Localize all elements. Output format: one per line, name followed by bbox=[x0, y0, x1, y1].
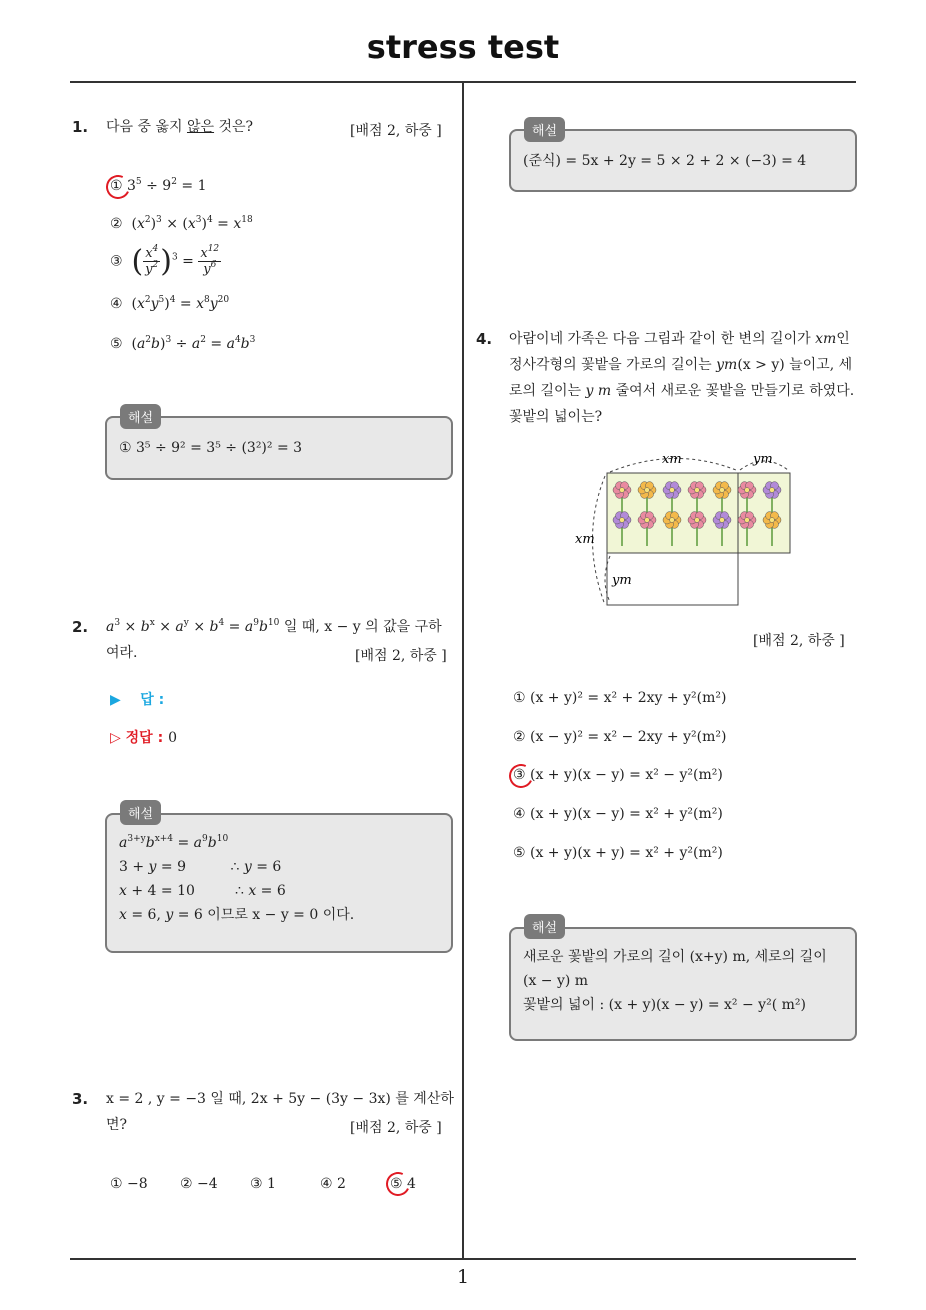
q3-text: x = 2 , y = −3 일 때, 2x + 5y − (3y − 3x) 를 계산하면? bbox=[106, 1091, 454, 1133]
q4-option-1[interactable]: ① (x + y)² = x² + 2xy + y²(m²) bbox=[513, 690, 727, 706]
fig-label-xm-top: xm bbox=[662, 452, 682, 467]
flower-center bbox=[645, 518, 650, 523]
q3-score: [배점 2, 하중 ] bbox=[350, 1120, 442, 1136]
flower-center bbox=[720, 488, 725, 493]
q4-option-4[interactable]: ④ (x + y)(x − y) = x² + y²(m²) bbox=[513, 806, 723, 822]
q2-exp-line-2: 3 + y = 9 ∴ y = 6 bbox=[119, 859, 282, 875]
q4-exp-line-1: 새로운 꽃밭의 가로의 길이 (x+y) m, 세로의 길이 (x − y) m bbox=[523, 949, 827, 989]
flower-center bbox=[695, 518, 700, 523]
q3-number: 3. bbox=[72, 1090, 89, 1108]
q3-explanation-text: (준식) = 5x + 2y = 5 × 2 + 2 × (−3) = 4 bbox=[523, 153, 807, 169]
fig-label-ym-top: ym bbox=[753, 452, 773, 467]
flower-center bbox=[670, 488, 675, 493]
q2-explanation-box bbox=[105, 813, 453, 953]
column-divider bbox=[462, 83, 464, 1258]
answer-arrow-icon: ▶ bbox=[110, 692, 121, 708]
flower-center bbox=[670, 518, 675, 523]
q2-text: $a^3 \times b^x \times a^y \times b^4 = a^9b^{10}$ 일 때, x − y 의 값을 구하여라. bbox=[106, 618, 442, 661]
q4-number: 4. bbox=[476, 330, 493, 348]
flower-center bbox=[620, 488, 625, 493]
q4-explanation-box bbox=[509, 927, 857, 1041]
flower-center bbox=[745, 518, 750, 523]
q3-option-1[interactable]: ① −8 bbox=[110, 1176, 148, 1192]
q2-correct-value: 0 bbox=[168, 730, 177, 746]
q4-garden-figure bbox=[570, 448, 800, 613]
q4-option-5[interactable]: ⑤ (x + y)(x + y) = x² + y²(m²) bbox=[513, 845, 723, 861]
q4-option-3[interactable]: ③ (x + y)(x − y) = x² − y²(m²) bbox=[513, 767, 723, 783]
q4-explanation-badge: 해설 bbox=[524, 914, 565, 939]
flower-center bbox=[745, 488, 750, 493]
q1-option-4[interactable]: ④ $(x^2y^5)^4 = x^8y^{20}$ bbox=[110, 295, 230, 312]
q3-option-5[interactable]: ⑤ 4 bbox=[390, 1176, 416, 1192]
flower-center bbox=[720, 518, 725, 523]
q1-option-5[interactable]: ⑤ $(a^2b)^3 \div a^2 = a^4b^3$ bbox=[110, 335, 256, 352]
q4-score: [배점 2, 하중 ] bbox=[753, 633, 845, 649]
q2-correct-row bbox=[110, 727, 177, 747]
flower-center bbox=[770, 488, 775, 493]
q1-option-1[interactable]: ① $3^5 \div 9^2 = 1$ bbox=[110, 177, 207, 194]
q2-exp-line-4: x = 6, y = 6 이므로 x − y = 0 이다. bbox=[119, 907, 355, 923]
flower-center bbox=[620, 518, 625, 523]
q2-correct-label: 정답 : bbox=[125, 730, 164, 746]
fig-label-ym-inner: ym bbox=[612, 573, 632, 588]
q2-exp-line-1: $a^{3+y}b^{x+4} = a^9b^{10}$ bbox=[119, 834, 229, 851]
q1-text: 다음 중 옳지 않은 것은? bbox=[106, 119, 254, 135]
flower-center bbox=[645, 488, 650, 493]
q1-explanation-text: ① 3⁵ ÷ 9² = 3⁵ ÷ (3²)² = 3 bbox=[119, 440, 303, 456]
q1-number: 1. bbox=[72, 118, 89, 136]
bottom-rule bbox=[70, 1258, 856, 1260]
q2-explanation-badge: 해설 bbox=[120, 800, 161, 825]
fig-label-xm-left: xm bbox=[575, 532, 595, 547]
q1-explanation-badge: 해설 bbox=[120, 404, 161, 429]
q1-option-3[interactable]: ③ ( $\frac{x^4}{y^2}$ )$^3$ = $\frac{x^{12}}{y^6}$ bbox=[110, 244, 220, 279]
q2-number: 2. bbox=[72, 618, 89, 636]
flower-center bbox=[695, 488, 700, 493]
page-title: stress test bbox=[366, 28, 560, 66]
q4-exp-line-2: 꽃밭의 넓이 : (x + y)(x − y) = x² − y²( m²) bbox=[523, 997, 806, 1013]
q3-option-2[interactable]: ② −4 bbox=[180, 1176, 218, 1192]
q1-option-2[interactable]: ② $(x^2)^3 \times (x^3)^4 = x^{18}$ bbox=[110, 215, 253, 232]
q2-exp-line-3: x + 4 = 10 ∴ x = 6 bbox=[119, 883, 286, 899]
q4-text: 아람이네 가족은 다음 그림과 같이 한 변의 길이가 xm인 정사각형의 꽃밭을 가로의 길이는 ym(x > y) 늘이고, 세로의 길이는 y m 줄여서 새로운 꽃밭을 만들기로 하였다. 꽃밭의 넓이는? bbox=[509, 331, 855, 425]
flower-center bbox=[770, 518, 775, 523]
q4-option-2[interactable]: ② (x − y)² = x² − 2xy + y²(m²) bbox=[513, 729, 727, 745]
q2-answer-label: 답 : bbox=[140, 692, 165, 708]
correct-arrow-icon: ▷ bbox=[110, 730, 121, 746]
q2-answer-row bbox=[110, 689, 164, 709]
q3-explanation-badge: 해설 bbox=[524, 117, 565, 142]
q3-option-4[interactable]: ④ 2 bbox=[320, 1176, 346, 1192]
q2-score: [배점 2, 하중 ] bbox=[355, 648, 447, 664]
q1-score: [배점 2, 하중 ] bbox=[350, 123, 442, 139]
q1-underline: 않은 bbox=[186, 119, 215, 135]
page-number: 1 bbox=[456, 1266, 470, 1288]
q3-option-3[interactable]: ③ 1 bbox=[250, 1176, 276, 1192]
